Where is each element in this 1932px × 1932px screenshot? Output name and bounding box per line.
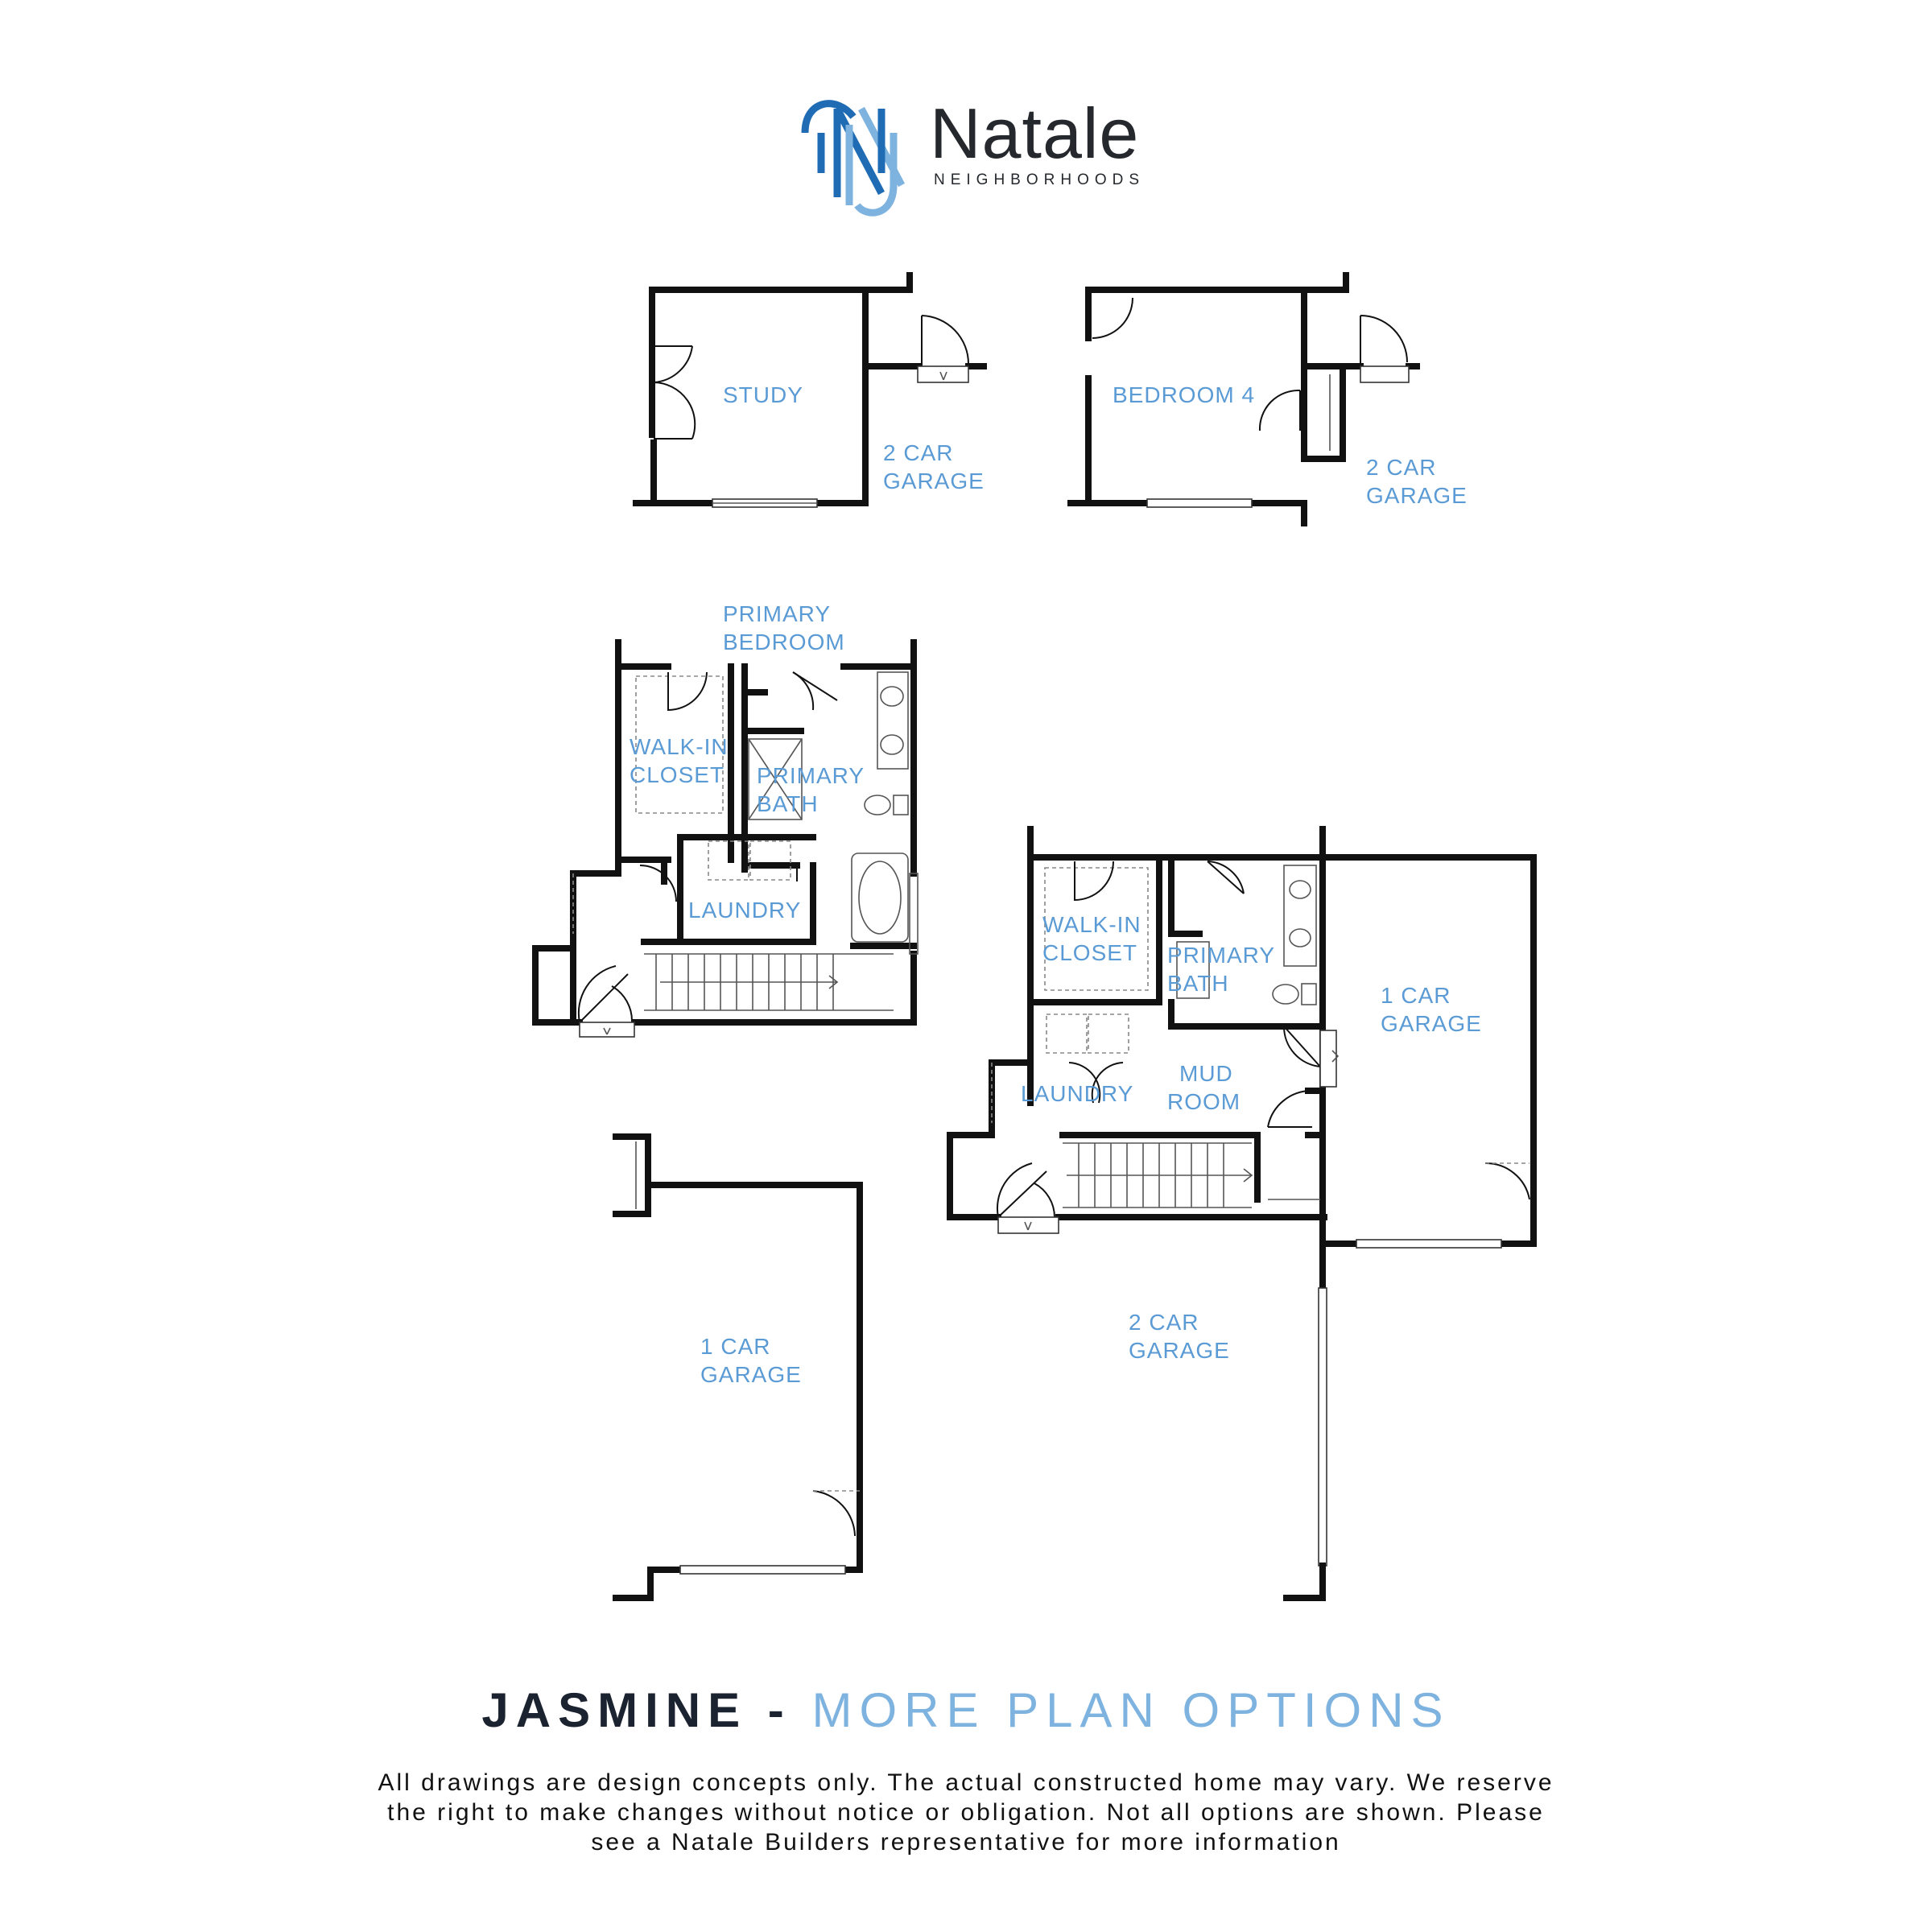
- disclaimer-line: see a Natale Builders representative for more information: [591, 1829, 1341, 1856]
- label-2-car-garage-l1: 2 CAR: [1129, 1310, 1199, 1335]
- stairs: [644, 954, 894, 1010]
- brand-name: Natale: [930, 93, 1140, 173]
- plan-option-1-car-garage: [616, 1137, 860, 1598]
- disclaimer-line: All drawings are design concepts only. The actual constructed home may vary. We reserve: [378, 1769, 1554, 1796]
- label-1-car-garage-l1: 1 CAR: [1381, 983, 1451, 1008]
- plan-subtitle: MORE PLAN OPTIONS: [811, 1683, 1451, 1737]
- brand-tagline: NEIGHBORHOODS: [934, 171, 1146, 188]
- label-mud-room-l2: ROOM: [1167, 1089, 1241, 1114]
- stairs: [1063, 1143, 1252, 1208]
- label-garage-l2: GARAGE: [1366, 483, 1468, 508]
- label-walkin-closet-l2: CLOSET: [1042, 940, 1138, 965]
- label-walkin-closet-l1: WALK-IN: [1042, 912, 1141, 937]
- label-primary-bath-l2: BATH: [1167, 971, 1229, 996]
- label-primary-bath-l1: PRIMARY: [757, 763, 865, 788]
- page-title: [0, 1682, 1932, 1738]
- plan-option-bedroom4: [1071, 275, 1468, 523]
- label-1-car-garage-l1: 1 CAR: [700, 1334, 771, 1359]
- label-walkin-closet-l1: WALK-IN: [630, 734, 729, 759]
- label-primary-bedroom-l1: PRIMARY: [723, 601, 832, 626]
- disclaimer-line: the right to make changes without notice or obligation. Not all options are shown. Please: [387, 1799, 1545, 1826]
- label-garage-l2: GARAGE: [883, 469, 985, 493]
- label-1-car-garage-l2: GARAGE: [700, 1362, 802, 1387]
- label-primary-bath-l1: PRIMARY: [1167, 943, 1276, 968]
- plan-option-primary-suite-a: [535, 601, 918, 1037]
- label-2-car-garage-l2: GARAGE: [1129, 1338, 1230, 1363]
- plan-option-primary-suite-b: [950, 829, 1534, 1598]
- label-garage-l1: 2 CAR: [883, 440, 954, 465]
- label-laundry: LAUNDRY: [1021, 1081, 1134, 1106]
- label-bedroom4: BEDROOM 4: [1113, 382, 1256, 407]
- label-study: STUDY: [723, 382, 803, 407]
- disclaimer: [242, 1768, 1690, 1857]
- label-mud-room-l1: MUD: [1179, 1061, 1233, 1086]
- label-garage-l1: 2 CAR: [1366, 455, 1437, 480]
- plan-option-study: [636, 275, 985, 507]
- label-1-car-garage-l2: GARAGE: [1381, 1011, 1482, 1036]
- label-walkin-closet-l2: CLOSET: [630, 762, 725, 787]
- label-laundry: LAUNDRY: [688, 898, 802, 923]
- plan-name: JASMINE -: [481, 1683, 791, 1737]
- label-primary-bedroom-l2: BEDROOM: [723, 630, 845, 654]
- label-primary-bath-l2: BATH: [757, 791, 819, 816]
